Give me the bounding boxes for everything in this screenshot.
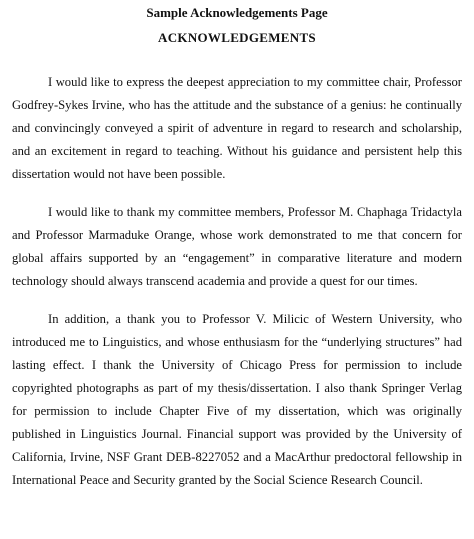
paragraph-committee-thanks: I would like to thank my committee members, Professor M. Chaphaga Tridactyla and Professor Marmaduke Orange, whose work demonstrated to me that concern for global affairs supported by an “engagement” in comparative literature and modern technology should always transcend academia and provide a quest for our times. — [12, 205, 462, 288]
body-text — [12, 71, 462, 492]
document-title: Sample Acknowledgements Page — [146, 5, 328, 20]
paragraph-chair-appreciation: I would like to express the deepest appreciation to my committee chair, Professor Godfrey-Sykes Irvine, who has the attitude and the substance of a genius: he continually and convincingly conveyed a spirit of adventure in regard to research and scholarship, and an excitement in regard to teaching. Without his guidance and persistent help this dissertation would not have been possible. — [12, 75, 462, 181]
paragraph-additional-thanks: In addition, a thank you to Professor V. Milicic of Western University, who introduced me to Linguistics, and whose enthusiasm for the “underlying structures” had lasting effect. I thank the University of Chicago Press for permission to include copyrighted photographs as part of my thesis/dissertation. I also thank Springer Verlag for permission to include Chapter Five of my dissertation, which was originally published in Linguistics Journal. Financial support was provided by the University of California, Irvine, NSF Grant DEB-8227052 and a MacArthur predoctoral fellowship in International Peace and Security granted by the Social Science Research Council. — [12, 312, 462, 487]
section-heading: ACKNOWLEDGEMENTS — [158, 30, 316, 45]
